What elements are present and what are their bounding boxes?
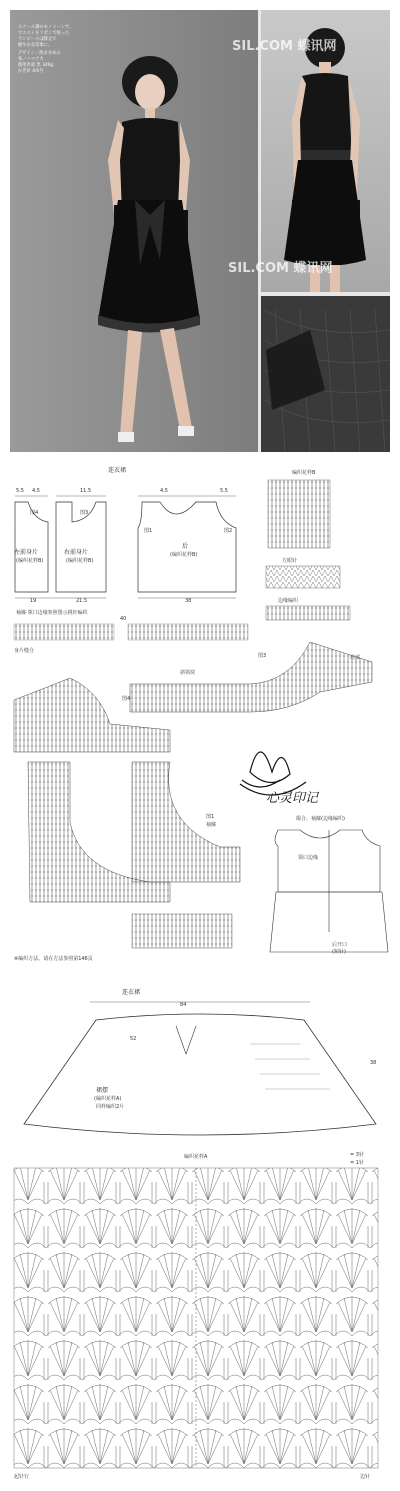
fig4-label: 图4: [30, 510, 39, 516]
watermark: SIL.COM 蝶讯网: [228, 261, 333, 276]
crochet-diagram-skirt: [10, 984, 390, 1482]
bottom-left-label: 起针行: [14, 1474, 30, 1480]
back-open-label: 后开口: [332, 942, 348, 948]
caption-line: スクール調のモノトーンで、: [18, 25, 74, 30]
dim: 40: [120, 616, 127, 622]
caption-line: ウエストをリボンで絞った: [18, 31, 70, 36]
caption-line: 軽やかな印象に。: [18, 43, 53, 48]
right-front-sub: (编织花样B): [66, 558, 94, 564]
right-front-label: 右前身片: [64, 549, 89, 556]
pattern-a-label: 编织花样A: [184, 1154, 208, 1160]
dim: 19: [30, 598, 37, 604]
square-stitch-label: 方眼针: [282, 558, 298, 564]
shaping-label: 斜领窝: [180, 670, 196, 676]
caption-line: かぎ針 4/0号: [18, 69, 44, 74]
skirt-sub: (编织花样A): [94, 1096, 122, 1102]
back-label: 后: [182, 543, 189, 550]
footnote: ※编织方法、请在方法参照第146页: [14, 956, 93, 962]
dim: 11.5: [80, 488, 92, 494]
dim: 84: [180, 1002, 187, 1008]
fig1-detail-label: 图1: [206, 814, 215, 820]
caption-line: 糸／ハマナカ: [18, 57, 44, 62]
dim: 4.5: [160, 488, 168, 494]
diagram-title: 连衣裙: [108, 467, 127, 474]
note: 身片缝合: [14, 648, 35, 654]
lotus-text: 心灵印记: [266, 791, 319, 806]
bodice-diagram: [10, 462, 390, 980]
pattern-b-label: 编织花样B: [292, 470, 316, 476]
back-sub: (编织花样B): [170, 552, 198, 558]
dim: 4.5: [32, 488, 40, 494]
lotus-logo: [240, 752, 306, 795]
legend-item: = 1针: [350, 1160, 364, 1166]
watermark: SIL.COM 蝶讯网: [232, 39, 337, 54]
fig1-label: 图1: [144, 528, 153, 534]
skirt-diagram: [10, 984, 390, 1482]
legend-item: = 3针: [350, 1152, 364, 1158]
left-front-sub: (编织花样B): [16, 558, 44, 564]
back-open-sub: (短针): [332, 949, 346, 955]
left-front-label: 左前身片: [14, 549, 39, 556]
note: 袖窿·领口边缘参照图示挑针编织: [16, 610, 88, 616]
dress-photo: [10, 10, 390, 452]
skirt-note: 同样编织2片: [96, 1104, 125, 1110]
dim: 5.5: [16, 488, 24, 494]
dim: 38: [185, 598, 192, 604]
fig3-label: 图3: [80, 510, 89, 516]
crochet-diagram-bodice: [10, 462, 390, 980]
edge-stitch-label: 边缘编织: [278, 598, 299, 604]
caption-line: デザイン／池永まゆみ: [18, 51, 61, 56]
sew-label: 缀合、袖窿(边缘编织): [296, 816, 345, 822]
dim: 5.5: [220, 488, 228, 494]
diagram-title: 连衣裙: [122, 989, 141, 996]
dim: 38: [370, 1060, 377, 1066]
bottom-right-label: 边针: [360, 1474, 371, 1480]
dim: 52: [130, 1036, 137, 1042]
skirt-label: 裙摆: [96, 1087, 109, 1094]
fig3-detail-label: 图3: [258, 653, 267, 659]
fig4-detail-label: 图4: [122, 696, 131, 702]
dress-photo-image: [10, 10, 390, 452]
caption-line: ワンピースは膝丈で: [18, 37, 57, 42]
caption-line: 使用糸量 黒 340g: [18, 63, 54, 68]
neck-edge-label: 领口边缘: [298, 855, 319, 861]
fig2-label: 图2: [224, 528, 233, 534]
dim: 21.5: [76, 598, 88, 604]
armhole-label: 袖窿: [206, 822, 217, 828]
